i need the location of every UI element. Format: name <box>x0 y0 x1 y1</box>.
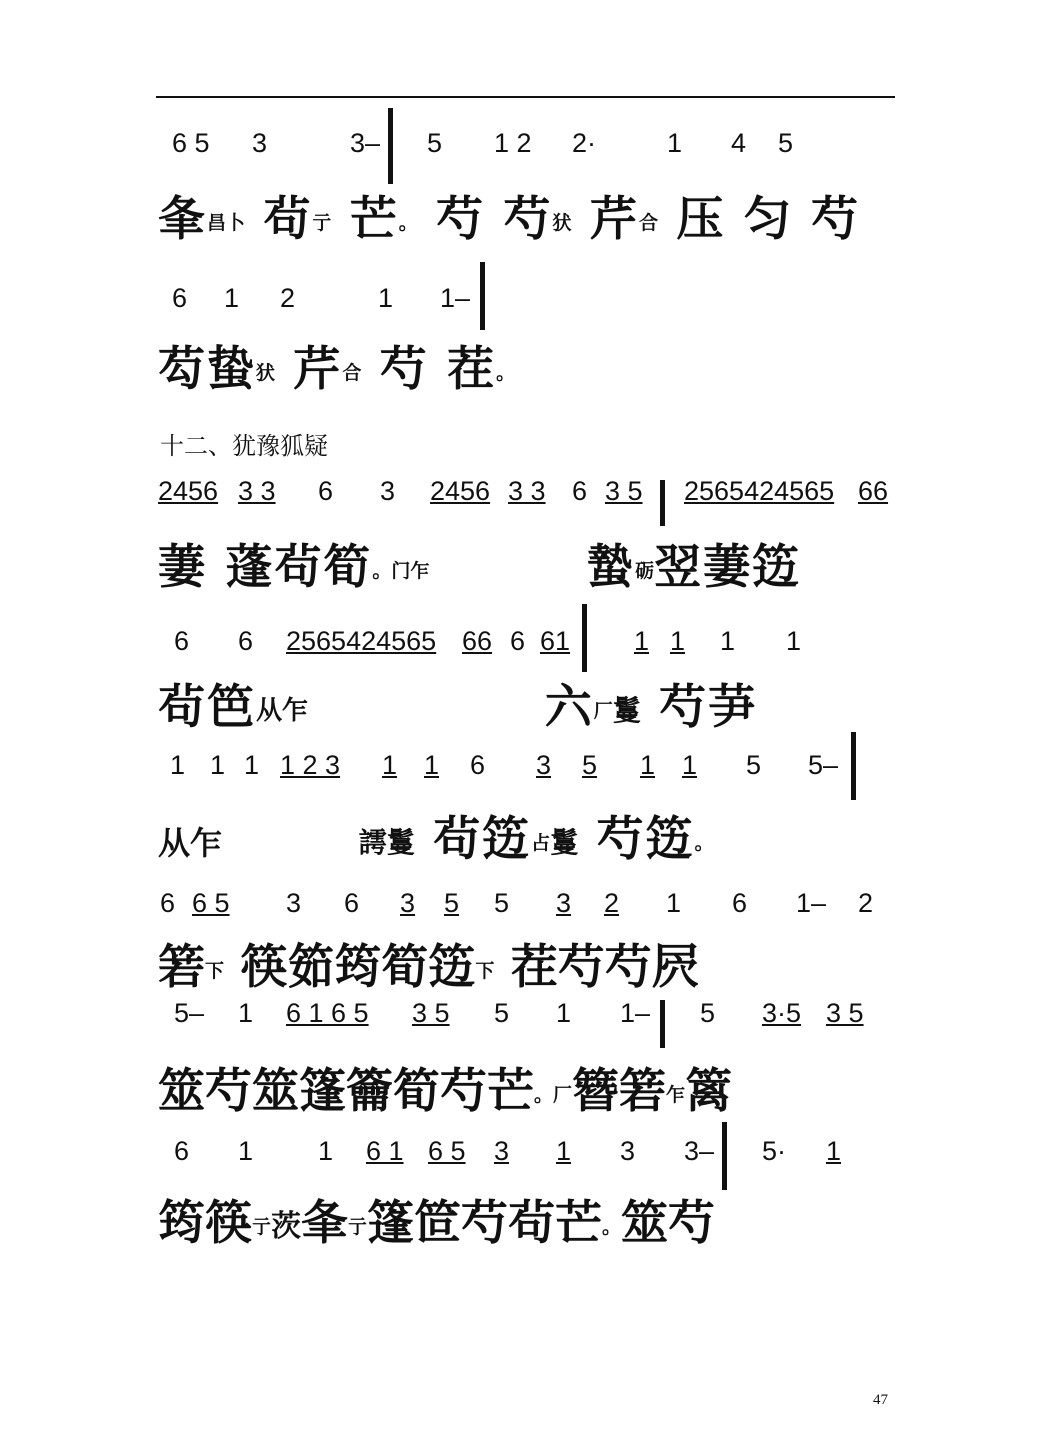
note: 1– <box>796 888 827 918</box>
jianzi-small: 鬘 <box>612 694 641 727</box>
jianzi-char: 屄 <box>651 940 699 995</box>
note: 2 <box>858 888 874 918</box>
jianzi-row-4 <box>158 680 757 736</box>
jianzi-char: 笾 <box>645 812 695 867</box>
note: 5 <box>494 998 510 1028</box>
jianzi-small: 厂 <box>553 1084 573 1106</box>
note: 1 <box>238 1136 254 1166</box>
note: 5 <box>700 998 716 1028</box>
note-group: 6 5 <box>428 1136 466 1166</box>
jianzi-char: 芹 <box>589 192 639 247</box>
note: 1 <box>634 626 650 656</box>
jianzi-row-5 <box>158 812 714 868</box>
jianzi-char: 芍 <box>461 1196 509 1251</box>
bar-line <box>388 108 393 184</box>
jianzi-small: 乍 <box>666 1084 686 1106</box>
jianzi-char: 芍 <box>596 812 646 867</box>
note: 1 <box>786 626 802 656</box>
jianzi-char: 芍 <box>811 192 861 247</box>
jianzi-char: 笾 <box>428 940 476 995</box>
note-group: 1 2 3 <box>280 750 341 780</box>
jianzi-small: 鬘 <box>550 826 579 859</box>
note: 5· <box>762 1136 787 1166</box>
jianzi-char: 芶 <box>158 342 207 397</box>
jianzi-row-3 <box>158 540 801 596</box>
jianzi-small: 茨 <box>271 1209 302 1244</box>
jianzi-char: 芍 <box>604 940 652 995</box>
note: 1 <box>640 750 656 780</box>
jianzi-char: 簪 <box>572 1064 620 1119</box>
jianzi-small: 。 <box>496 362 516 384</box>
page-number: 47 <box>873 1392 888 1408</box>
note: 1 <box>318 1136 334 1166</box>
note: 3 <box>286 888 302 918</box>
bar-line <box>582 604 587 672</box>
jianzi-char: 夆 <box>301 1196 349 1251</box>
note: 6 <box>172 283 188 313</box>
jianzi-char: 压 <box>676 192 726 247</box>
jianzi-char: 夆 <box>158 192 207 247</box>
bar-line <box>480 262 485 330</box>
note: 1– <box>440 283 471 313</box>
jianzi-small: 犾 <box>256 362 276 384</box>
note: 1 <box>682 750 698 780</box>
bar-line <box>660 1000 665 1048</box>
note: 6 <box>238 626 254 656</box>
note: 3 <box>494 1136 510 1166</box>
note: 1 <box>666 888 682 918</box>
note-group: 3 5 <box>826 998 864 1028</box>
note-group: 3·5 <box>762 998 802 1028</box>
note: 6 <box>572 476 588 506</box>
jianzi-row-1 <box>158 192 860 248</box>
bar-line <box>722 1122 727 1190</box>
jianzi-char: 籥 <box>346 1064 393 1119</box>
jianzi-char: 芛 <box>708 680 758 735</box>
note-group: 2456 <box>430 476 491 506</box>
top-rule <box>156 96 895 98</box>
jianzi-small: 下 <box>475 960 495 982</box>
jianzi-row-8 <box>158 1196 715 1252</box>
jianzi-char: 芍 <box>436 192 486 247</box>
note: 5 <box>746 750 762 780</box>
jianzi-small: 从乍 <box>256 696 309 726</box>
note: 1 <box>556 998 572 1028</box>
jianzi-char: 篷 <box>299 1064 346 1119</box>
note: 1 <box>238 998 254 1028</box>
jianzi-char: 筠 <box>158 1196 205 1251</box>
jianzi-small: 犾 <box>552 212 572 234</box>
jianzi-small: 门乍 <box>391 560 430 582</box>
note: 3– <box>684 1136 715 1166</box>
note-group: 2456 <box>158 476 219 506</box>
jianzi-row-2 <box>158 342 515 398</box>
note: 3 <box>620 1136 636 1166</box>
jianzi-char: 茬 <box>447 342 497 397</box>
note: 1 <box>170 750 186 780</box>
note: 6 <box>510 626 526 656</box>
jianzi-char: 茍 <box>433 812 483 867</box>
jianzi-char: 筮 <box>621 1196 669 1251</box>
jianzi-char: 茬 <box>510 940 558 995</box>
jianzi-small: 厂 <box>593 700 613 722</box>
note-group: 6 5 <box>172 128 210 158</box>
note-group: 3 3 <box>238 476 276 506</box>
jianzi-char: 芍 <box>668 1196 716 1251</box>
note-group: 6 1 6 5 <box>286 998 369 1028</box>
jianzi-small: 合 <box>342 362 362 384</box>
jianzi-char: 筮 <box>158 1064 205 1119</box>
jianzi-char: 筠 <box>334 940 382 995</box>
jianzi-row-7 <box>158 1064 732 1120</box>
jianzi-char: 笾 <box>482 812 532 867</box>
jianzi-char: 芹 <box>293 342 343 397</box>
note: 3 <box>536 750 552 780</box>
note: 2 <box>604 888 620 918</box>
jianzi-char: 筷 <box>240 940 288 995</box>
jianzi-small: 。 <box>534 1084 554 1106</box>
note: 5 <box>444 888 460 918</box>
note-group: 1 2 <box>494 128 532 158</box>
note-group: 66 <box>858 476 889 506</box>
jianzi-char: 芍 <box>379 342 429 397</box>
note: 1– <box>620 998 651 1028</box>
jianzi-char: 六 <box>544 680 594 735</box>
note: 6 <box>344 888 360 918</box>
jianzi-small: 砺 <box>635 560 655 582</box>
note: 5 <box>494 888 510 918</box>
jianzi-char: 茍 <box>508 1196 556 1251</box>
note: 2 <box>280 283 296 313</box>
note: 5– <box>174 998 205 1028</box>
jianzi-small: 鬘 <box>386 826 415 859</box>
jianzi-char: 萋 <box>703 540 753 595</box>
jianzi-small: 亍 <box>252 1216 272 1238</box>
jianzi-char: 匀 <box>743 192 793 247</box>
jianzi-small: 占 <box>531 832 551 854</box>
jianzi-small: 合 <box>638 212 658 234</box>
jianzi-char: 芒 <box>349 192 399 247</box>
note: 6 <box>470 750 486 780</box>
jianzi-char: 芍 <box>659 680 709 735</box>
jianzi-char: 蓬 <box>225 540 275 595</box>
jianzi-small: 。 <box>694 832 714 854</box>
jianzi-char: 萋 <box>158 540 207 595</box>
note-group: 6 1 <box>366 1136 404 1166</box>
note: 6 <box>732 888 748 918</box>
note-group: 66 <box>462 626 493 656</box>
note: 1 <box>378 283 394 313</box>
jianzi-char: 茍 <box>274 540 324 595</box>
note: 3 <box>252 128 268 158</box>
note: 1 <box>826 1136 842 1166</box>
note: 5 <box>427 128 443 158</box>
jianzi-small: 亍 <box>348 1216 368 1238</box>
jianzi-row-6 <box>158 940 699 996</box>
jianzi-char: 茍 <box>158 680 207 735</box>
jianzi-char: 筍 <box>393 1064 440 1119</box>
note: 1 <box>224 283 240 313</box>
note: 1 <box>424 750 440 780</box>
note-group: 2565424565 <box>684 476 835 506</box>
note-group: 6 5 <box>192 888 230 918</box>
section-title: 十二、犹豫狐疑 <box>160 432 328 460</box>
note: 2· <box>572 128 597 158</box>
jianzi-small: 下 <box>205 960 225 982</box>
note: 6 <box>160 888 176 918</box>
jianzi-small: 謣 <box>358 826 387 859</box>
note-group: 61 <box>540 626 571 656</box>
jianzi-char: 筍 <box>323 540 373 595</box>
jianzi-char: 箬 <box>619 1064 667 1119</box>
note: 3 <box>380 476 396 506</box>
note: 6 <box>174 626 190 656</box>
note: 4 <box>731 128 747 158</box>
jianzi-char: 篱 <box>685 1064 733 1119</box>
jianzi-char: 芒 <box>555 1196 603 1251</box>
note: 3 <box>556 888 572 918</box>
note: 1 <box>382 750 398 780</box>
note: 3– <box>350 128 381 158</box>
jianzi-char: 筮 <box>252 1064 299 1119</box>
note: 1 <box>667 128 683 158</box>
bar-line <box>660 480 665 526</box>
jianzi-char: 笆 <box>207 680 256 735</box>
note: 1 <box>210 750 226 780</box>
jianzi-char: 芍 <box>557 940 605 995</box>
note-group: 3 5 <box>605 476 643 506</box>
jianzi-char: 蛰 <box>207 342 256 397</box>
jianzi-small: 昌卜 <box>207 212 246 234</box>
bar-line <box>851 732 856 800</box>
jianzi-char: 筎 <box>287 940 335 995</box>
jianzi-char: 蟄 <box>586 540 636 595</box>
note: 5 <box>582 750 598 780</box>
note: 6 <box>174 1136 190 1166</box>
jianzi-char: 筍 <box>381 940 429 995</box>
note: 1 <box>720 626 736 656</box>
jianzi-char: 笾 <box>752 540 802 595</box>
jianzi-char: 芍 <box>503 192 553 247</box>
jianzi-char: 笸 <box>414 1196 462 1251</box>
jianzi-char: 翌 <box>654 540 704 595</box>
jianzi-char: 芍 <box>205 1064 252 1119</box>
note-group: 3 5 <box>412 998 450 1028</box>
jianzi-small: 亍 <box>312 212 332 234</box>
note: 6 <box>318 476 334 506</box>
note: 1 <box>556 1136 572 1166</box>
jianzi-char: 芍 <box>440 1064 487 1119</box>
note: 5– <box>808 750 839 780</box>
note-group: 2565424565 <box>286 626 437 656</box>
note: 3 <box>400 888 416 918</box>
note: 1 <box>670 626 686 656</box>
jianzi-small: 。 <box>372 560 392 582</box>
jianzi-char: 篷 <box>367 1196 415 1251</box>
jianzi-char: 箬 <box>158 940 205 995</box>
note: 5 <box>778 128 794 158</box>
jianzi-char: 芒 <box>487 1064 534 1119</box>
note-group: 3 3 <box>508 476 546 506</box>
jianzi-char: 筷 <box>205 1196 252 1251</box>
jianzi-small: 从乍 <box>158 824 223 862</box>
jianzi-small: 。 <box>398 212 418 234</box>
jianzi-small: 。 <box>602 1216 622 1238</box>
jianzi-char: 茍 <box>263 192 313 247</box>
note: 1 <box>244 750 260 780</box>
